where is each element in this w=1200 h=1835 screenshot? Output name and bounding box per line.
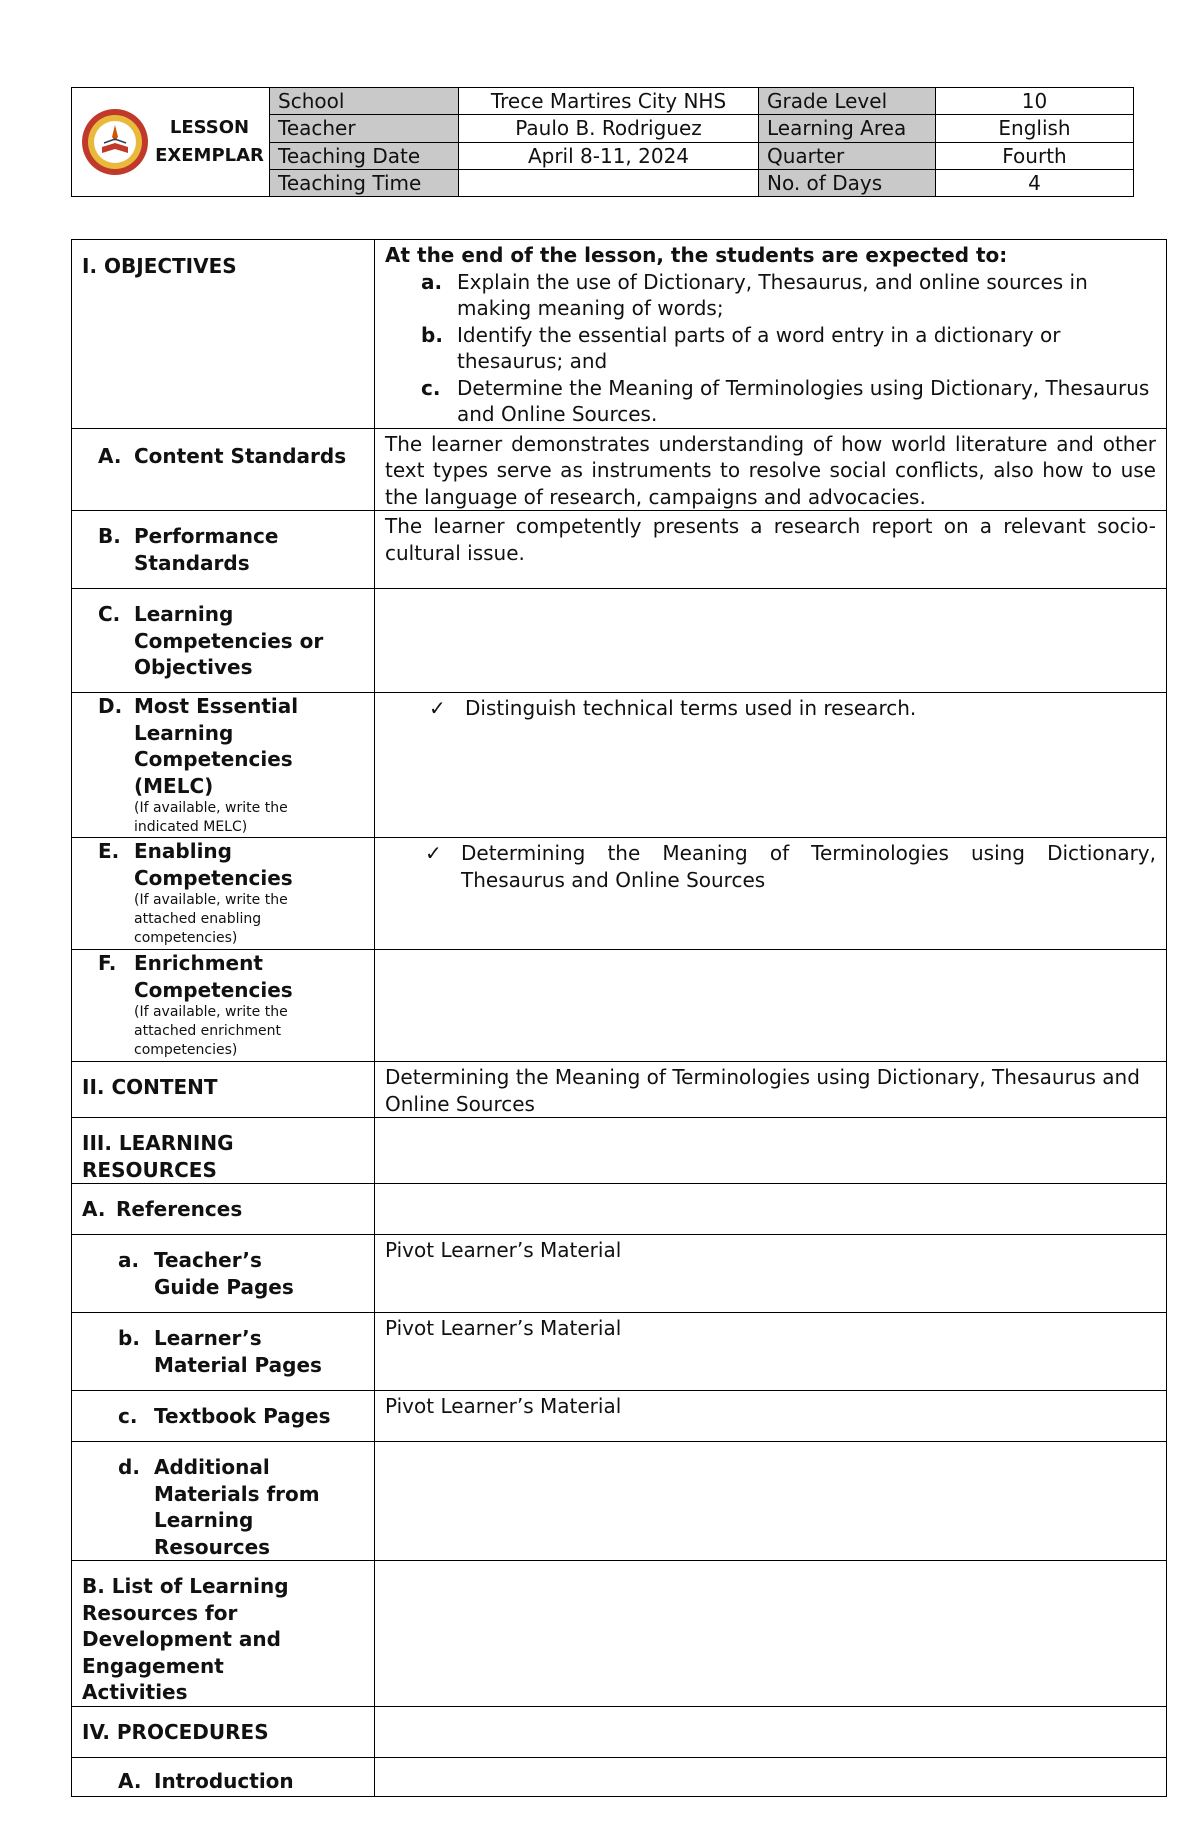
content-standards-label: A. Content Standards <box>72 428 375 511</box>
references-row <box>72 1184 1167 1235</box>
lesson-exemplar-title: LESSON EXEMPLAR <box>155 117 264 166</box>
enrichment-text <box>375 950 1167 1062</box>
teaching-date-value: April 8-11, 2024 <box>459 142 759 169</box>
objective-item: c. Determine the Meaning of Terminologies using Dictionary, Thesaurus and Online Sources. <box>421 375 1150 426</box>
content-standards-row <box>72 428 1167 511</box>
enrichment-label: F. Enrichment Competencies (If available, write the attached enrichment competencies) <box>72 950 375 1062</box>
teachers-guide-text: Pivot Learner’s Material <box>375 1235 1167 1313</box>
content-standards-text: The learner demonstrates understanding of how world literature and other text types serve as instruments to resolve social conflicts, also how to use the language of research, campaigns and advocacies. <box>375 428 1167 511</box>
melc-text: Distinguish technical terms used in research. <box>465 696 917 720</box>
school-value: Trece Martires City NHS <box>459 88 759 115</box>
quarter-label: Quarter <box>759 142 936 169</box>
teaching-date-label: Teaching Date <box>270 142 459 169</box>
objectives-label: I. OBJECTIVES <box>72 240 375 429</box>
teachers-guide-label: a. Teacher’s Guide Pages <box>72 1235 375 1313</box>
quarter-value: Fourth <box>936 142 1134 169</box>
objectives-row <box>72 240 1167 429</box>
checkmark-icon: ✓ <box>425 841 442 865</box>
school-seal-icon <box>80 107 150 177</box>
objectives-content <box>375 240 1167 429</box>
textbook-text: Pivot Learner’s Material <box>375 1391 1167 1442</box>
learning-area-label: Learning Area <box>759 115 936 142</box>
enabling-content <box>375 838 1167 950</box>
enabling-note: (If available, write the attached enabling competencies) <box>134 892 288 946</box>
objective-item: b. Identify the essential parts of a word entry in a dictionary or thesaurus; and <box>421 322 1061 373</box>
learners-material-text: Pivot Learner’s Material <box>375 1313 1167 1391</box>
no-of-days-value: 4 <box>936 169 1134 196</box>
introduction-label: A. Introduction <box>72 1757 375 1796</box>
procedures-row <box>72 1706 1167 1757</box>
melc-note: (If available, write the indicated MELC) <box>134 800 288 835</box>
textbook-label: c. Textbook Pages <box>72 1391 375 1442</box>
introduction-text <box>375 1757 1167 1796</box>
enabling-label: E. Enabling Competencies (If available, write the attached enabling competencies) <box>72 838 375 950</box>
learners-material-row <box>72 1313 1167 1391</box>
enabling-text: Determining the Meaning of Terminologies using Dictionary, Thesaurus and Online Sources <box>461 841 1156 892</box>
learning-resources-text <box>375 1118 1167 1184</box>
melc-content <box>375 693 1167 838</box>
additional-materials-label: d. Additional Materials from Learning Resources <box>72 1442 375 1561</box>
performance-standards-row <box>72 511 1167 589</box>
procedures-label: IV. PROCEDURES <box>72 1706 375 1757</box>
teaching-time-value <box>459 169 759 196</box>
grade-level-value: 10 <box>936 88 1134 115</box>
content-row <box>72 1062 1167 1118</box>
lesson-plan-table <box>71 239 1167 1797</box>
no-of-days-label: No. of Days <box>759 169 936 196</box>
enrichment-row <box>72 950 1167 1062</box>
additional-materials-text <box>375 1442 1167 1561</box>
list-resources-label: B. List of Learning Resources for Development and Engagement Activities <box>72 1561 375 1707</box>
learning-resources-row <box>72 1118 1167 1184</box>
learning-competencies-text <box>375 589 1167 693</box>
performance-standards-text: The learner competently presents a research report on a relevant socio-cultural issue. <box>375 511 1167 589</box>
learners-material-label: b. Learner’s Material Pages <box>72 1313 375 1391</box>
teachers-guide-row <box>72 1235 1167 1313</box>
teacher-label: Teacher <box>270 115 459 142</box>
learning-resources-label: III. LEARNING RESOURCES <box>72 1118 375 1184</box>
introduction-row <box>72 1757 1167 1796</box>
melc-row <box>72 693 1167 838</box>
school-label: School <box>270 88 459 115</box>
learning-competencies-row <box>72 589 1167 693</box>
teacher-value: Paulo B. Rodriguez <box>459 115 759 142</box>
grade-level-label: Grade Level <box>759 88 936 115</box>
objective-item: a. Explain the use of Dictionary, Thesaurus, and online sources in making meaning of words; <box>421 269 1088 320</box>
learning-competencies-label: C. Learning Competencies or Objectives <box>72 589 375 693</box>
enabling-row <box>72 838 1167 950</box>
content-label: II. CONTENT <box>72 1062 375 1118</box>
performance-standards-label: B. Performance Standards <box>72 511 375 589</box>
textbook-row <box>72 1391 1167 1442</box>
references-text <box>375 1184 1167 1235</box>
list-resources-text <box>375 1561 1167 1707</box>
procedures-text <box>375 1706 1167 1757</box>
learning-area-value: English <box>936 115 1134 142</box>
header-table <box>71 87 1134 197</box>
melc-label: D. Most Essential Learning Competencies (MELC) (If available, write the indicated MELC) <box>72 693 375 838</box>
teaching-time-label: Teaching Time <box>270 169 459 196</box>
brand-cell <box>72 88 270 197</box>
enrichment-note: (If available, write the attached enrichment competencies) <box>134 1004 288 1058</box>
additional-materials-row <box>72 1442 1167 1561</box>
objectives-intro: At the end of the lesson, the students are expected to: <box>385 243 1008 267</box>
references-label: A. References <box>72 1184 375 1235</box>
checkmark-icon: ✓ <box>429 696 446 720</box>
list-resources-row <box>72 1561 1167 1707</box>
content-text: Determining the Meaning of Terminologies using Dictionary, Thesaurus and Online Sources <box>375 1062 1167 1118</box>
